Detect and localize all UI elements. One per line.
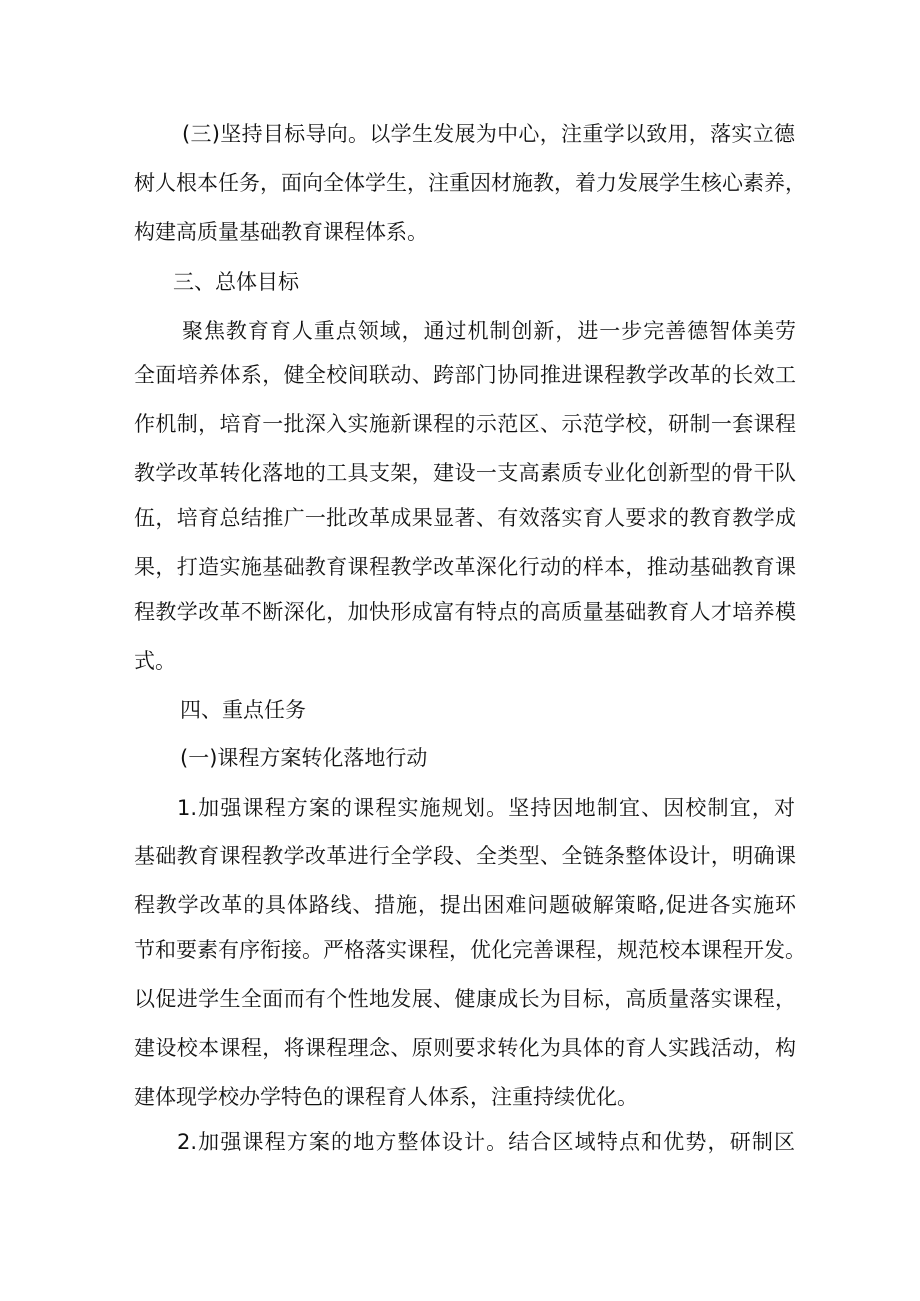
text-line: 树人根本任务，面向全体学生，注重因材施教，着力发展学生核心素养， [134,171,806,195]
text-line: 以促进学生全面而有个性地发展、健康成长为目标，高质量落实课程， [134,987,796,1011]
text-line: 建体现学校办学特色的课程育人体系，注重持续优化。 [134,1085,638,1109]
text-line: 果，打造实施基础教育课程教学改革深化行动的样本，推动基础教育课 [134,555,796,579]
text-line: 建设校本课程，将课程理念、原则要求转化为具体的育人实践活动，构 [134,1036,796,1060]
text-line: 基础教育课程教学改革进行全学段、全类型、全链条整体设计，明确课 [134,844,796,868]
section-heading: 四、重点任务 [180,698,306,722]
text-line: 聚焦教育育人重点领域，通过机制创新，进一步完善德智体美劳 [182,319,796,343]
text-line: 构建高质量基础教育课程体系。 [134,220,428,244]
text-line: 式。 [134,649,176,673]
text-line: 程教学改革不断深化，加快形成富有特点的高质量基础教育人才培养模 [134,600,796,624]
text-line: 程教学改革的具体路线、措施，提出困难问题破解策略,促进各实施环 [134,893,796,917]
text-line: 教学改革转化落地的工具支架，建设一支高素质专业化创新型的骨干队 [134,461,796,485]
text-line: 作机制，培育一批深入实施新课程的示范区、示范学校，研制一套课程 [134,412,796,436]
text-line: 1.加强课程方案的课程实施规划。坚持因地制宜、因校制宜，对 [177,796,795,820]
subsection-heading: (一)课程方案转化落地行动 [180,746,428,770]
text-line: 全面培养体系，健全校间联动、跨部门协同推进课程教学改革的长效工 [134,363,796,387]
section-heading: 三、总体目标 [173,270,299,294]
text-line: (三)坚持目标导向。以学生发展为中心，注重学以致用，落实立德 [182,122,795,146]
text-line: 伍，培育总结推广一批改革成果显著、有效落实育人要求的教育教学成 [134,506,796,530]
text-line: 节和要素有序衔接。严格落实课程，优化完善课程，规范校本课程开发。 [134,938,806,962]
text-line: 2.加强课程方案的地方整体设计。结合区域特点和优势，研制区 [177,1130,795,1154]
